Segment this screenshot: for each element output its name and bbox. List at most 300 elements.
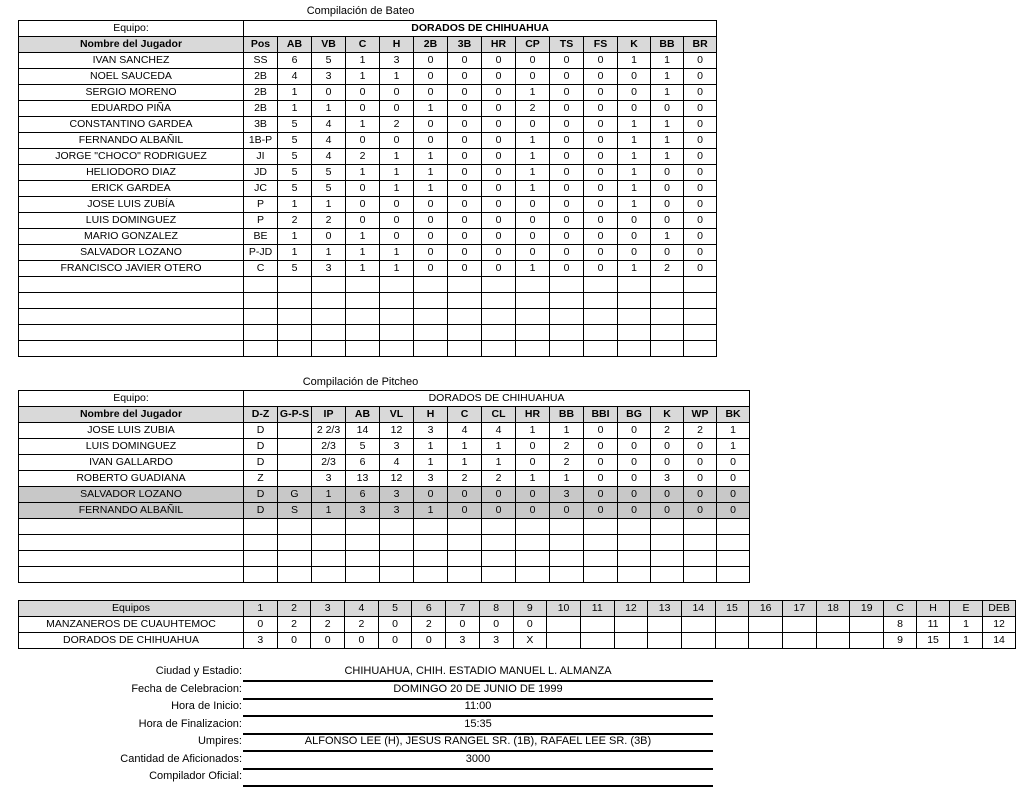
stat-cell: 0: [550, 181, 584, 197]
empty-cell: [516, 535, 550, 551]
stat-cell: 2/3: [312, 439, 346, 455]
empty-cell: [278, 325, 312, 341]
stat-cell: 0: [448, 261, 482, 277]
column-header: 9: [513, 601, 547, 617]
stat-cell: 1: [278, 85, 312, 101]
stat-cell: 0: [414, 85, 448, 101]
stat-cell: 1: [651, 133, 684, 149]
empty-cell: [19, 325, 244, 341]
stat-cell: 1: [651, 53, 684, 69]
header-row: [19, 407, 750, 423]
stat-cell: 0: [550, 197, 584, 213]
score-cell: 0: [311, 633, 345, 649]
stat-cell: 0: [618, 471, 651, 487]
stat-cell: 1: [482, 439, 516, 455]
player-name: SALVADOR LOZANO: [19, 487, 244, 503]
empty-cell: [346, 551, 380, 567]
score-cell: 0: [277, 633, 311, 649]
stat-cell: 0: [651, 439, 684, 455]
batting-table: [18, 20, 717, 357]
empty-cell: [414, 567, 448, 583]
stat-cell: 1B-P: [244, 133, 278, 149]
stat-cell: 0: [312, 85, 346, 101]
stat-cell: 5: [278, 181, 312, 197]
stat-cell: 0: [651, 165, 684, 181]
stat-cell: 3B: [244, 117, 278, 133]
stat-cell: 3: [312, 69, 346, 85]
empty-cell: [584, 535, 618, 551]
stat-cell: 3: [380, 53, 414, 69]
stat-cell: 1: [618, 197, 651, 213]
empty-cell: [584, 277, 618, 293]
column-header: VL: [380, 407, 414, 423]
stat-cell: 2: [651, 423, 684, 439]
stat-cell: 0: [482, 503, 516, 519]
score-cell: 2: [412, 617, 446, 633]
stat-cell: 1: [516, 85, 550, 101]
stat-cell: 0: [550, 85, 584, 101]
stat-cell: 0: [380, 229, 414, 245]
stat-cell: 13: [346, 471, 380, 487]
info-value: CHIHUAHUA, CHIH. ESTADIO MANUEL L. ALMANZA: [243, 665, 713, 682]
empty-row: [19, 309, 717, 325]
empty-cell: [414, 535, 448, 551]
stat-cell: 0: [482, 213, 516, 229]
stat-cell: 3: [651, 471, 684, 487]
empty-cell: [516, 567, 550, 583]
stat-cell: 0: [550, 503, 584, 519]
column-header: C: [448, 407, 482, 423]
stat-cell: 0: [618, 213, 651, 229]
stat-cell: 0: [346, 181, 380, 197]
stat-cell: 0: [516, 455, 550, 471]
stat-cell: 0: [448, 503, 482, 519]
stat-cell: 2B: [244, 85, 278, 101]
table-row: [19, 439, 750, 455]
empty-row: [19, 293, 717, 309]
column-header: 12: [614, 601, 648, 617]
score-cell: 12: [983, 617, 1016, 633]
player-name: IVAN GALLARDO: [19, 455, 244, 471]
stat-cell: C: [244, 261, 278, 277]
stat-cell: 0: [482, 229, 516, 245]
stat-cell: 4: [312, 133, 346, 149]
player-name: NOEL SAUCEDA: [19, 69, 244, 85]
score-cell: 2: [345, 617, 379, 633]
stat-cell: 1: [380, 149, 414, 165]
stat-cell: 1: [312, 245, 346, 261]
score-cell: 0: [244, 617, 278, 633]
info-row: [0, 718, 1021, 735]
stat-cell: 3: [380, 503, 414, 519]
stat-cell: 0: [550, 165, 584, 181]
empty-cell: [278, 519, 312, 535]
stat-cell: 0: [618, 439, 651, 455]
stat-cell: 0: [618, 85, 651, 101]
stat-cell: 12: [380, 423, 414, 439]
stat-cell: 0: [584, 455, 618, 471]
column-header: CP: [516, 37, 550, 53]
empty-cell: [19, 519, 244, 535]
score-cell: [614, 633, 648, 649]
team-name: DORADOS DE CHIHUAHUA: [244, 391, 750, 407]
stat-cell: 1: [346, 117, 380, 133]
stat-cell: 0: [684, 85, 717, 101]
score-cell: 0: [479, 617, 513, 633]
column-header: 4: [345, 601, 379, 617]
pitching-table: [18, 390, 750, 583]
stat-cell: 0: [346, 213, 380, 229]
team-name: DORADOS DE CHIHUAHUA: [244, 21, 717, 37]
stat-cell: 0: [651, 181, 684, 197]
stat-cell: Z: [244, 471, 278, 487]
info-row: [0, 665, 1021, 682]
empty-cell: [380, 309, 414, 325]
stat-cell: 1: [414, 181, 448, 197]
empty-row: [19, 277, 717, 293]
empty-cell: [380, 341, 414, 357]
stat-cell: 0: [684, 101, 717, 117]
table-row: [19, 487, 750, 503]
column-header: DEB: [983, 601, 1016, 617]
stat-cell: 1: [448, 439, 482, 455]
empty-cell: [312, 277, 346, 293]
stat-cell: 0: [448, 229, 482, 245]
column-header: E: [950, 601, 983, 617]
stat-cell: 0: [482, 85, 516, 101]
stat-cell: 1: [414, 165, 448, 181]
stat-cell: 1: [346, 165, 380, 181]
team-label: Equipo:: [19, 391, 244, 407]
empty-cell: [278, 551, 312, 567]
stat-cell: 0: [346, 197, 380, 213]
column-header: FS: [584, 37, 618, 53]
stat-cell: 3: [346, 503, 380, 519]
empty-cell: [380, 325, 414, 341]
stat-cell: 0: [448, 213, 482, 229]
stat-cell: 0: [482, 69, 516, 85]
stat-cell: 1: [516, 423, 550, 439]
stat-cell: 1: [717, 439, 750, 455]
stat-cell: 0: [618, 69, 651, 85]
info-label: Hora de Inicio:: [171, 700, 242, 712]
empty-cell: [717, 519, 750, 535]
empty-cell: [684, 551, 717, 567]
empty-cell: [414, 519, 448, 535]
score-cell: [749, 617, 783, 633]
empty-cell: [346, 519, 380, 535]
table-row: [19, 423, 750, 439]
stat-cell: 0: [584, 101, 618, 117]
stat-cell: 0: [651, 455, 684, 471]
stat-cell: 1: [346, 245, 380, 261]
empty-cell: [414, 277, 448, 293]
empty-cell: [717, 567, 750, 583]
column-header: 16: [749, 601, 783, 617]
empty-cell: [414, 293, 448, 309]
player-name: IVAN SANCHEZ: [19, 53, 244, 69]
stat-cell: 5: [278, 261, 312, 277]
empty-cell: [717, 551, 750, 567]
column-header: D-Z: [244, 407, 278, 423]
empty-cell: [482, 535, 516, 551]
stat-cell: 0: [550, 133, 584, 149]
player-name: LUIS DOMINGUEZ: [19, 213, 244, 229]
stat-cell: 1: [380, 165, 414, 181]
stat-cell: 0: [584, 133, 618, 149]
column-header: Nombre del Jugador: [19, 37, 244, 53]
empty-cell: [19, 551, 244, 567]
score-cell: [850, 617, 884, 633]
empty-cell: [414, 341, 448, 357]
info-value: ALFONSO LEE (H), JESUS RANGEL SR. (1B), RAFAEL LEE SR. (3B): [243, 735, 713, 752]
stat-cell: 0: [584, 53, 618, 69]
column-header: 7: [446, 601, 480, 617]
column-header: 15: [715, 601, 749, 617]
empty-cell: [516, 309, 550, 325]
stat-cell: 12: [380, 471, 414, 487]
table-row: [19, 133, 717, 149]
table-row: [19, 181, 717, 197]
empty-cell: [244, 325, 278, 341]
stat-cell: 0: [482, 165, 516, 181]
stat-cell: 0: [584, 423, 618, 439]
stat-cell: JD: [244, 165, 278, 181]
info-value: [243, 770, 713, 787]
stat-cell: 3: [380, 439, 414, 455]
stat-cell: 1: [618, 181, 651, 197]
column-header: IP: [312, 407, 346, 423]
stat-cell: 2: [550, 455, 584, 471]
stat-cell: 1: [312, 197, 346, 213]
stat-cell: 0: [717, 503, 750, 519]
player-name: ERICK GARDEA: [19, 181, 244, 197]
table-row: [19, 503, 750, 519]
stat-cell: 1: [651, 229, 684, 245]
empty-row: [19, 519, 750, 535]
empty-cell: [550, 341, 584, 357]
stat-cell: 1: [516, 133, 550, 149]
stat-cell: D: [244, 423, 278, 439]
stat-cell: 0: [618, 101, 651, 117]
column-header: 3B: [448, 37, 482, 53]
stat-cell: 0: [516, 197, 550, 213]
empty-cell: [516, 277, 550, 293]
stat-cell: P: [244, 197, 278, 213]
column-header: 8: [479, 601, 513, 617]
empty-cell: [346, 309, 380, 325]
stat-cell: 0: [651, 101, 684, 117]
empty-cell: [482, 551, 516, 567]
stat-cell: 0: [684, 439, 717, 455]
table-row: [19, 245, 717, 261]
stat-cell: 0: [516, 487, 550, 503]
score-cell: 1: [950, 617, 983, 633]
stat-cell: S: [278, 503, 312, 519]
table-row: [19, 471, 750, 487]
stat-cell: 0: [584, 117, 618, 133]
stat-cell: 1: [414, 439, 448, 455]
stat-cell: 0: [380, 133, 414, 149]
score-cell: X: [513, 633, 547, 649]
empty-cell: [651, 325, 684, 341]
stat-cell: 0: [684, 245, 717, 261]
empty-cell: [244, 535, 278, 551]
stat-cell: 2: [516, 101, 550, 117]
stat-cell: 1: [414, 455, 448, 471]
stat-cell: 2 2/3: [312, 423, 346, 439]
score-cell: 14: [983, 633, 1016, 649]
stat-cell: 0: [584, 197, 618, 213]
stat-cell: 0: [584, 69, 618, 85]
empty-cell: [312, 551, 346, 567]
empty-cell: [516, 325, 550, 341]
score-cell: 1: [950, 633, 983, 649]
stat-cell: [278, 439, 312, 455]
stat-cell: [278, 455, 312, 471]
score-cell: [715, 633, 749, 649]
score-cell: [783, 617, 817, 633]
stat-cell: 0: [618, 245, 651, 261]
stat-cell: 6: [346, 487, 380, 503]
stat-cell: 0: [550, 149, 584, 165]
empty-cell: [684, 567, 717, 583]
stat-cell: 4: [312, 117, 346, 133]
stat-cell: 0: [448, 181, 482, 197]
empty-cell: [19, 293, 244, 309]
stat-cell: 1: [414, 149, 448, 165]
stat-cell: 2B: [244, 69, 278, 85]
column-header: 17: [783, 601, 817, 617]
player-name: LUIS DOMINGUEZ: [19, 439, 244, 455]
table-row: [19, 101, 717, 117]
stat-cell: 0: [448, 149, 482, 165]
column-header: BB: [550, 407, 584, 423]
empty-cell: [312, 309, 346, 325]
stat-cell: 0: [448, 245, 482, 261]
score-cell: [681, 617, 715, 633]
stat-cell: 0: [482, 197, 516, 213]
stat-cell: 0: [651, 213, 684, 229]
empty-cell: [278, 293, 312, 309]
stat-cell: 0: [414, 133, 448, 149]
stat-cell: 0: [516, 117, 550, 133]
stat-cell: 0: [482, 133, 516, 149]
column-header: H: [917, 601, 950, 617]
empty-cell: [19, 535, 244, 551]
stat-cell: 1: [618, 133, 651, 149]
player-name: JOSE LUIS ZUBIA: [19, 423, 244, 439]
stat-cell: 0: [584, 181, 618, 197]
score-cell: [816, 617, 850, 633]
stat-cell: 0: [516, 213, 550, 229]
stat-cell: 1: [312, 503, 346, 519]
stat-cell: 0: [482, 53, 516, 69]
linescore-row: [19, 617, 1016, 633]
stat-cell: P-JD: [244, 245, 278, 261]
empty-cell: [312, 325, 346, 341]
stat-cell: 0: [516, 53, 550, 69]
stat-cell: 1: [651, 85, 684, 101]
column-header: 13: [648, 601, 682, 617]
score-cell: [681, 633, 715, 649]
stat-cell: 0: [584, 245, 618, 261]
stat-cell: 1: [448, 455, 482, 471]
stat-cell: 0: [448, 53, 482, 69]
stat-cell: D: [244, 455, 278, 471]
stat-cell: 0: [618, 455, 651, 471]
column-header: 3: [311, 601, 345, 617]
stat-cell: [278, 423, 312, 439]
empty-cell: [651, 535, 684, 551]
empty-cell: [550, 567, 584, 583]
stat-cell: 1: [651, 149, 684, 165]
stat-cell: 0: [651, 487, 684, 503]
info-value: 11:00: [243, 700, 713, 717]
stat-cell: 0: [482, 117, 516, 133]
stat-cell: 2: [380, 117, 414, 133]
score-cell: 0: [446, 617, 480, 633]
empty-cell: [550, 535, 584, 551]
empty-cell: [448, 551, 482, 567]
stat-cell: 5: [312, 53, 346, 69]
score-cell: [580, 633, 614, 649]
column-header: BG: [618, 407, 651, 423]
empty-cell: [651, 309, 684, 325]
stat-cell: 0: [684, 503, 717, 519]
info-row: [0, 753, 1021, 770]
stat-cell: 1: [618, 261, 651, 277]
empty-cell: [448, 277, 482, 293]
empty-cell: [278, 567, 312, 583]
table-row: [19, 261, 717, 277]
empty-cell: [482, 277, 516, 293]
score-cell: [614, 617, 648, 633]
empty-cell: [550, 277, 584, 293]
table-row: [19, 197, 717, 213]
score-cell: 2: [311, 617, 345, 633]
stat-cell: 0: [618, 503, 651, 519]
column-header: BB: [651, 37, 684, 53]
stat-cell: 0: [448, 197, 482, 213]
player-name: MARIO GONZALEZ: [19, 229, 244, 245]
stat-cell: 0: [684, 181, 717, 197]
stat-cell: 2: [278, 213, 312, 229]
stat-cell: 1: [651, 69, 684, 85]
pitching-title: Compilación de Pitcheo: [302, 376, 419, 388]
empty-cell: [584, 551, 618, 567]
stat-cell: 5: [278, 149, 312, 165]
info-value: 15:35: [243, 718, 713, 735]
stat-cell: 0: [414, 487, 448, 503]
stat-cell: 5: [278, 133, 312, 149]
stat-cell: 0: [584, 229, 618, 245]
empty-cell: [618, 535, 651, 551]
column-header: 11: [580, 601, 614, 617]
stat-cell: 0: [346, 133, 380, 149]
column-header: Equipos: [19, 601, 244, 617]
player-name: JOSE LUIS ZUBÍA: [19, 197, 244, 213]
info-row: [0, 700, 1021, 717]
empty-cell: [19, 567, 244, 583]
stat-cell: 0: [414, 117, 448, 133]
stat-cell: 0: [448, 487, 482, 503]
empty-cell: [346, 341, 380, 357]
stat-cell: 0: [584, 165, 618, 181]
stat-cell: 0: [380, 85, 414, 101]
stat-cell: 0: [414, 213, 448, 229]
stat-cell: 1: [550, 471, 584, 487]
